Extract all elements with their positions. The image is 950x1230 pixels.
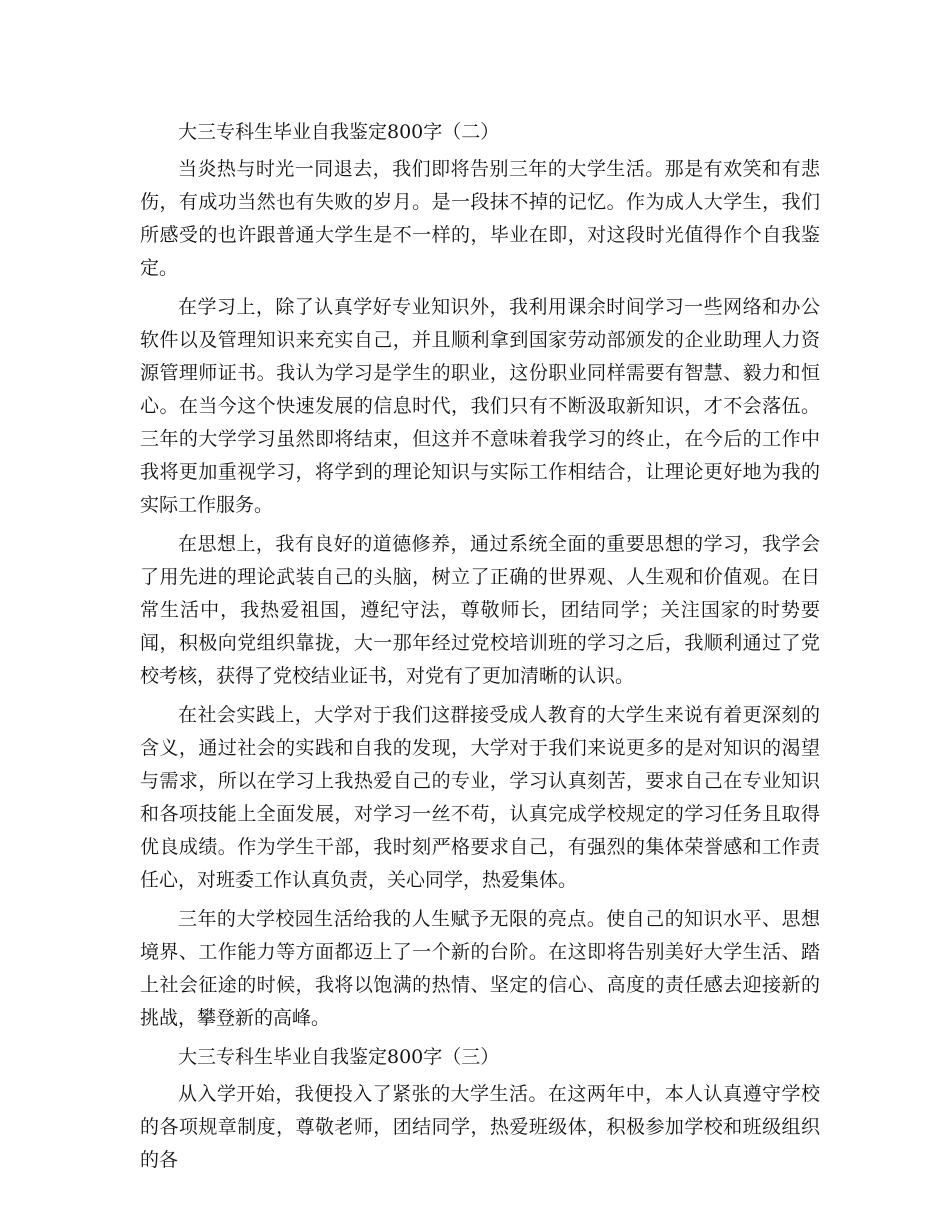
paragraph-practice: 在社会实践上，大学对于我们这群接受成人教育的大学生来说有着更深刻的含义，通过社会的实践和自我的发现，大学对于我们来说更多的是对知识的渴望与需求，所以在学习上我热爱自己的专业，学习认真刻苦，要求自己在专业知识和各项技能上全面发展，对学习一丝不苟，认真完成学校规定的学习任务且取得优良成绩。作为学生干部，我时刻严格要求自己，有强烈的集体荣誉感和工作责任心，对班委工作认真负责，关心同学，热爱集体。: [140, 704, 820, 891]
section-heading-3: 大三专科生毕业自我鉴定800字（三）: [178, 1046, 500, 1068]
paragraph-study: 在学习上，除了认真学好专业知识外，我利用课余时间学习一些网络和办公软件以及管理知识来充实自己，并且顺利拿到国家劳动部颁发的企业助理人力资源管理师证书。我认为学习是学生的职业，这份职业同样需要有智慧、毅力和恒心。在当今这个快速发展的信息时代，我们只有不断汲取新知识，才不会落伍。三年的大学学习虽然即将结束，但这并不意味着我学习的终止，在今后的工作中我将更加重视学习，将学到的理论知识与实际工作相结合，让理论更好地为我的实际工作服务。: [140, 296, 820, 516]
document-body: [140, 116, 820, 1183]
paragraph-intro: 当炎热与时光一同退去，我们即将告别三年的大学生活。那是有欢笑和有悲伤，有成功当然也有失败的岁月。是一段抹不掉的记忆。作为成人大学生，我们所感受的也许跟普通大学生是不一样的，毕业在即，对这段时光值得作个自我鉴定。: [140, 158, 820, 279]
paragraph-conclusion: 三年的大学校园生活给我的人生赋予无限的亮点。使自己的知识水平、思想境界、工作能力等方面都迈上了一个新的台阶。在这即将告别美好大学生活、踏上社会征途的时候，我将以饱满的热情、坚定的信心、高度的责任感去迎接新的挑战，攀登新的高峰。: [140, 908, 820, 1029]
paragraph-section3-intro: 从入学开始，我便投入了紧张的大学生活。在这两年中，本人认真遵守学校的各项规章制度，尊敬老师，团结同学，热爱班级体，积极参加学校和班级组织的各: [140, 1083, 820, 1171]
section-heading-2: 大三专科生毕业自我鉴定800字（二）: [178, 121, 500, 143]
paragraph-thought: 在思想上，我有良好的道德修养，通过系统全面的重要思想的学习，我学会了用先进的理论武装自己的头脑，树立了正确的世界观、人生观和价值观。在日常生活中，我热爱祖国，遵纪守法，尊敬师长，团结同学；关注国家的时势要闻，积极向党组织靠拢，大一那年经过党校培训班的学习之后，我顺利通过了党校考核，获得了党校结业证书，对党有了更加清晰的认识。: [140, 533, 820, 687]
